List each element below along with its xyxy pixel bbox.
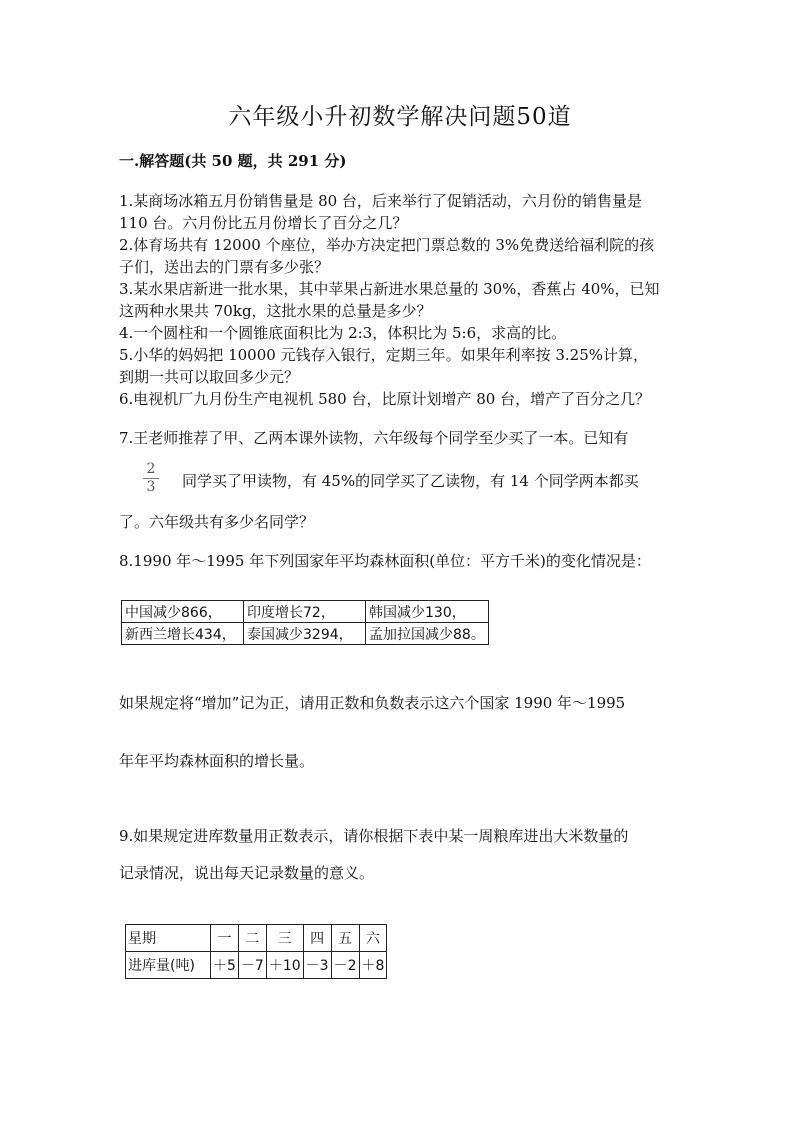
fraction-numerator: 2 <box>146 461 156 477</box>
table-cell: －3 <box>303 952 331 979</box>
fraction-two-thirds <box>143 462 159 495</box>
question-6: 6.电视机厂九月份生产电视机 580 台，比原计划增产 80 台，增产了百分之几？ <box>119 390 651 408</box>
question-1-line-1: 1.某商场冰箱五月份销售量是 80 台，后来举行了促销活动，六月份的销售量是 <box>119 192 642 210</box>
table-cell: 新西兰增长434， <box>122 623 244 645</box>
table-cell: －2 <box>331 952 359 979</box>
table-row <box>126 925 387 952</box>
question-7-line-2: 同学买了甲读物，有 45%的同学买了乙读物，有 14 个同学两本都买 <box>182 472 639 490</box>
table-cell: ＋8 <box>359 952 387 979</box>
fraction-denominator: 3 <box>146 479 156 495</box>
question-3-line-1: 3.某水果店新进一批水果，其中苹果占新进水果总量的 30%，香蕉占 40%，已知 <box>119 280 660 298</box>
question-8-intro: 8.1990 年～1995 年下列国家年平均森林面积(单位：平方千米)的变化情况是： <box>119 552 651 570</box>
table-cell: ＋5 <box>211 952 239 979</box>
section-heading: 一.解答题(共 50 题，共 291 分) <box>119 152 347 170</box>
grain-storage-table <box>125 924 387 979</box>
question-9-line-2: 记录情况，说出每天记录数量的意义。 <box>119 864 375 882</box>
table-header-cell: 星期 <box>126 925 211 952</box>
page-title: 六年级小升初数学解决问题50道 <box>228 104 572 130</box>
table-header-cell: 五 <box>331 925 359 952</box>
table-header-cell: 一 <box>211 925 239 952</box>
table-header-cell: 六 <box>359 925 387 952</box>
table-cell: －7 <box>238 952 266 979</box>
question-4: 4.一个圆柱和一个圆锥底面积比为 2:3，体积比为 5:6，求高的比。 <box>119 324 567 342</box>
table-cell: 韩国减少130， <box>366 601 489 623</box>
table-row <box>122 623 489 645</box>
table-cell: ＋10 <box>266 952 303 979</box>
table-cell: 中国减少866， <box>122 601 244 623</box>
question-7-line-3: 了。六年级共有多少名同学？ <box>119 513 315 531</box>
question-5-line-2: 到期一共可以取回多少元？ <box>119 368 300 386</box>
table-cell: 孟加拉国减少88。 <box>366 623 489 645</box>
table-row <box>126 952 387 979</box>
table-header-cell: 三 <box>266 925 303 952</box>
table-row <box>122 601 489 623</box>
question-8-text-1: 如果规定将“增加”记为正，请用正数和负数表示这六个国家 1990 年～1995 <box>119 694 626 712</box>
question-5-line-1: 5.小华的妈妈把 10000 元钱存入银行，定期三年。如果年利率按 3.25%计算， <box>119 346 648 364</box>
table-cell: 泰国减少3294， <box>244 623 366 645</box>
question-7-line-1: 7.王老师推荐了甲、乙两本课外读物，六年级每个同学至少买了一本。已知有 <box>119 429 629 447</box>
question-1-line-2: 110 台。六月份比五月份增长了百分之几？ <box>119 214 408 232</box>
table-header-cell: 二 <box>238 925 266 952</box>
question-9-line-1: 9.如果规定进库数量用正数表示，请你根据下表中某一周粮库进出大米数量的 <box>119 827 629 845</box>
forest-area-table <box>121 600 489 645</box>
question-3-line-2: 这两种水果共 70kg，这批水果的总量是多少？ <box>119 302 432 320</box>
question-8-text-2: 年年平均森林面积的增长量。 <box>119 752 315 770</box>
table-cell: 印度增长72， <box>244 601 366 623</box>
table-cell: 进库量(吨) <box>126 952 211 979</box>
question-2-line-1: 2.体育场共有 12000 个座位，举办方决定把门票总数的 3%免费送给福利院的孩 <box>119 236 655 254</box>
question-2-line-2: 子们，送出去的门票有多少张？ <box>119 258 330 276</box>
table-header-cell: 四 <box>303 925 331 952</box>
